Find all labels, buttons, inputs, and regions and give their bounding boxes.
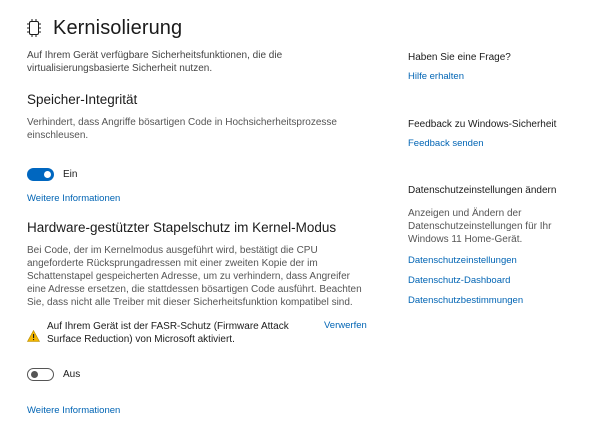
- warning-triangle-icon: [27, 329, 40, 341]
- memory-integrity-toggle-row: [27, 168, 77, 181]
- privacy-settings-link[interactable]: Datenschutzeinstellungen: [408, 255, 517, 266]
- page-intro: Auf Ihrem Gerät verfügbare Sicherheitsfunktionen, die die virtualisierungsbasierte Sicherheit nutzen.: [27, 50, 283, 74]
- stack-protection-toggle-label: Aus: [63, 369, 81, 380]
- dismiss-warning-link[interactable]: Verwerfen: [324, 320, 367, 331]
- page-header: [27, 14, 377, 42]
- memory-integrity-more-info-link[interactable]: Weitere Informationen: [27, 193, 121, 204]
- memory-integrity-toggle[interactable]: [27, 168, 54, 181]
- page-title: Kernisolierung: [53, 16, 183, 39]
- privacy-description: Anzeigen und Ändern der Datenschutzeinstellungen für Ihr Windows 11 Home-Gerät.: [408, 208, 552, 245]
- toggle-knob: [31, 371, 38, 378]
- stack-protection-more-info-link[interactable]: Weitere Informationen: [27, 405, 121, 416]
- toggle-knob: [44, 171, 51, 178]
- memory-integrity-toggle-label: Ein: [63, 169, 78, 180]
- send-feedback-link[interactable]: Feedback senden: [408, 138, 484, 149]
- stack-protection-toggle[interactable]: [27, 368, 54, 381]
- privacy-statement-link[interactable]: Datenschutzbestimmungen: [408, 295, 524, 306]
- privacy-heading: Datenschutzeinstellungen ändern: [408, 185, 557, 196]
- question-heading: Haben Sie eine Frage?: [408, 52, 511, 63]
- stack-protection-toggle-row: [27, 368, 80, 381]
- stack-protection-description: Bei Code, der im Kernelmodus ausgeführt wird, bestätigt die CPU angeforderte Rücksprungadressen mit einer zweiten Kopie der im Schattenstapel gespeicherten Adresse, um zu verhindern, dass Angreifer eine Adresse ersetzen, die stattdessen bösartigen Code ausführt. Beachten Sie, dass nicht alle Treiber mit dieser Sicherheitsfunktion kompatibel sind.: [27, 245, 362, 308]
- chip-icon: [27, 19, 41, 37]
- fasr-warning-text: Auf Ihrem Gerät ist der FASR-Schutz (Firmware Attack Surface Reduction) von Microsoft aktiviert.: [47, 321, 289, 345]
- memory-integrity-description: Verhindert, dass Angriffe bösartigen Code in Hochsicherheitsprozesse einschleusen.: [27, 117, 337, 141]
- stack-protection-heading: Hardware-gestützter Stapelschutz im Kernel-Modus: [27, 220, 337, 235]
- memory-integrity-heading: Speicher-Integrität: [27, 92, 138, 107]
- privacy-dashboard-link[interactable]: Datenschutz-Dashboard: [408, 275, 511, 286]
- feedback-heading: Feedback zu Windows-Sicherheit: [408, 119, 557, 130]
- get-help-link[interactable]: Hilfe erhalten: [408, 71, 464, 82]
